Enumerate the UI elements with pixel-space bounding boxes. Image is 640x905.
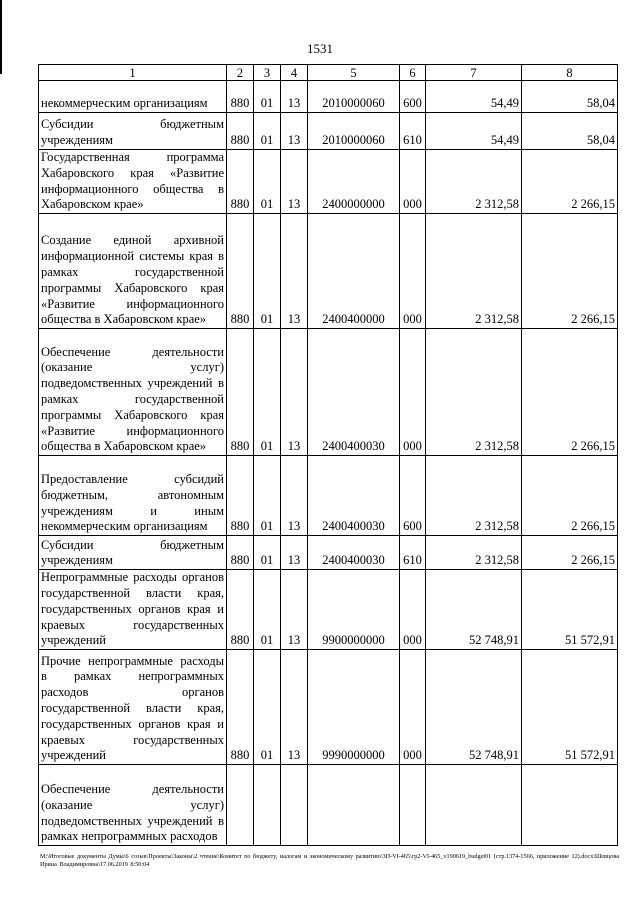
row-name: Субсидии бюджетным учреждениям bbox=[39, 536, 227, 570]
row-section: 01 bbox=[254, 456, 281, 536]
page-number: 1531 bbox=[307, 41, 333, 56]
table-row bbox=[39, 150, 618, 214]
row-target-article: 2400400030 bbox=[308, 456, 400, 536]
row-expense-type bbox=[400, 765, 426, 846]
table-row bbox=[39, 329, 618, 456]
row-section: 01 bbox=[254, 329, 281, 456]
row-ministry-code: 880 bbox=[227, 650, 254, 765]
row-name: Прочие непрограммные расходы в рамках непрограммных расходов органов государственной власти края, государственных органов края и краевых государственных учреждений bbox=[39, 650, 227, 765]
row-amount-year2: 51 572,91 bbox=[522, 570, 618, 650]
table-row bbox=[39, 113, 618, 150]
row-amount-year1: 52 748,91 bbox=[426, 650, 522, 765]
row-name: Обеспечение деятельности (оказание услуг) подведомственных учреждений в рамках государственной программы Хабаровского края «Развитие информационного общества в Хабаровском крае» bbox=[39, 329, 227, 456]
row-ministry-code: 880 bbox=[227, 570, 254, 650]
row-name: Создание единой архивной информационной системы края в рамках государственной программы Хабаровского края «Развитие информационного общества в Хабаровском крае» bbox=[39, 214, 227, 329]
row-amount-year1: 54,49 bbox=[426, 113, 522, 150]
row-subsection: 13 bbox=[281, 81, 308, 113]
row-amount-year2: 2 266,15 bbox=[522, 329, 618, 456]
row-expense-type: 000 bbox=[400, 570, 426, 650]
row-name: Субсидии бюджетным учреждениям bbox=[39, 113, 227, 150]
table-row bbox=[39, 765, 618, 846]
table-row bbox=[39, 650, 618, 765]
row-amount-year1: 2 312,58 bbox=[426, 329, 522, 456]
margin-mark bbox=[0, 0, 2, 74]
header-col-3: 3 bbox=[254, 65, 281, 81]
row-target-article: 9990000000 bbox=[308, 650, 400, 765]
row-amount-year2: 2 266,15 bbox=[522, 536, 618, 570]
row-section: 01 bbox=[254, 214, 281, 329]
row-expense-type: 000 bbox=[400, 214, 426, 329]
row-target-article: 2010000060 bbox=[308, 81, 400, 113]
row-amount-year1: 52 748,91 bbox=[426, 570, 522, 650]
document-path-footer: M:\Итоговые документы Думы\6 созыв\Проекты\Законы\2 чтение\Комитет по бюджету, налогам и экономическому развитию\3П-VI-465\гр2-VI-465_v190619_budget01 (стр.1374-1566, приложение 12).docx\Шевцова Ирина Владимировна\17.06.2019 8:50:04 bbox=[40, 853, 619, 868]
row-subsection: 13 bbox=[281, 329, 308, 456]
row-section: 01 bbox=[254, 81, 281, 113]
row-subsection: 13 bbox=[281, 214, 308, 329]
header-col-4: 4 bbox=[281, 65, 308, 81]
row-amount-year2: 2 266,15 bbox=[522, 150, 618, 214]
row-name: Непрограммные расходы органов государственной власти края, государственных органов края и краевых государственных учреждений bbox=[39, 570, 227, 650]
row-target-article: 2400000000 bbox=[308, 150, 400, 214]
row-expense-type: 600 bbox=[400, 456, 426, 536]
row-ministry-code: 880 bbox=[227, 329, 254, 456]
row-ministry-code: 880 bbox=[227, 81, 254, 113]
header-row bbox=[39, 65, 618, 81]
row-subsection: 13 bbox=[281, 113, 308, 150]
table-row bbox=[39, 81, 618, 113]
row-section: 01 bbox=[254, 570, 281, 650]
row-amount-year1: 2 312,58 bbox=[426, 456, 522, 536]
row-amount-year2: 2 266,15 bbox=[522, 456, 618, 536]
header-col-8: 8 bbox=[522, 65, 618, 81]
row-amount-year2: 2 266,15 bbox=[522, 214, 618, 329]
row-section: 01 bbox=[254, 536, 281, 570]
row-subsection: 13 bbox=[281, 456, 308, 536]
header-col-7: 7 bbox=[426, 65, 522, 81]
budget-table bbox=[38, 64, 618, 846]
row-ministry-code: 880 bbox=[227, 150, 254, 214]
row-ministry-code: 880 bbox=[227, 536, 254, 570]
row-target-article: 2400400030 bbox=[308, 329, 400, 456]
row-amount-year1 bbox=[426, 765, 522, 846]
row-expense-type: 000 bbox=[400, 329, 426, 456]
row-subsection: 13 bbox=[281, 570, 308, 650]
table-row bbox=[39, 214, 618, 329]
header-col-2: 2 bbox=[227, 65, 254, 81]
row-section: 01 bbox=[254, 650, 281, 765]
row-amount-year2: 58,04 bbox=[522, 81, 618, 113]
row-expense-type: 610 bbox=[400, 113, 426, 150]
row-target-article: 2010000060 bbox=[308, 113, 400, 150]
row-amount-year1: 2 312,58 bbox=[426, 150, 522, 214]
row-subsection: 13 bbox=[281, 536, 308, 570]
row-subsection: 13 bbox=[281, 650, 308, 765]
header-col-5: 5 bbox=[308, 65, 400, 81]
row-name: Государственная программа Хабаровского края «Развитие информационного общества в Хабаровском крае» bbox=[39, 150, 227, 214]
header-col-1: 1 bbox=[39, 65, 227, 81]
row-name: Предоставление субсидий бюджетным, автономным учреждениям и иным некоммерческим организациям bbox=[39, 456, 227, 536]
row-name: Обеспечение деятельности (оказание услуг) подведомственных учреждений в рамках непрограммных расходов bbox=[39, 765, 227, 846]
row-name: некоммерческим организациям bbox=[39, 81, 227, 113]
row-amount-year2: 58,04 bbox=[522, 113, 618, 150]
row-target-article: 2400400030 bbox=[308, 536, 400, 570]
row-expense-type: 600 bbox=[400, 81, 426, 113]
row-amount-year1: 2 312,58 bbox=[426, 536, 522, 570]
row-section: 01 bbox=[254, 150, 281, 214]
row-expense-type: 000 bbox=[400, 650, 426, 765]
row-subsection: 13 bbox=[281, 150, 308, 214]
row-target-article: 2400400000 bbox=[308, 214, 400, 329]
table-row bbox=[39, 536, 618, 570]
row-amount-year1: 2 312,58 bbox=[426, 214, 522, 329]
row-amount-year1: 54,49 bbox=[426, 81, 522, 113]
row-section: 01 bbox=[254, 113, 281, 150]
row-ministry-code: 880 bbox=[227, 113, 254, 150]
row-amount-year2 bbox=[522, 765, 618, 846]
row-ministry-code bbox=[227, 765, 254, 846]
row-subsection bbox=[281, 765, 308, 846]
row-ministry-code: 880 bbox=[227, 214, 254, 329]
row-amount-year2: 51 572,91 bbox=[522, 650, 618, 765]
table-row bbox=[39, 570, 618, 650]
header-col-6: 6 bbox=[400, 65, 426, 81]
table-row bbox=[39, 456, 618, 536]
row-ministry-code: 880 bbox=[227, 456, 254, 536]
row-section bbox=[254, 765, 281, 846]
row-expense-type: 610 bbox=[400, 536, 426, 570]
row-target-article: 9900000000 bbox=[308, 570, 400, 650]
row-target-article bbox=[308, 765, 400, 846]
row-expense-type: 000 bbox=[400, 150, 426, 214]
